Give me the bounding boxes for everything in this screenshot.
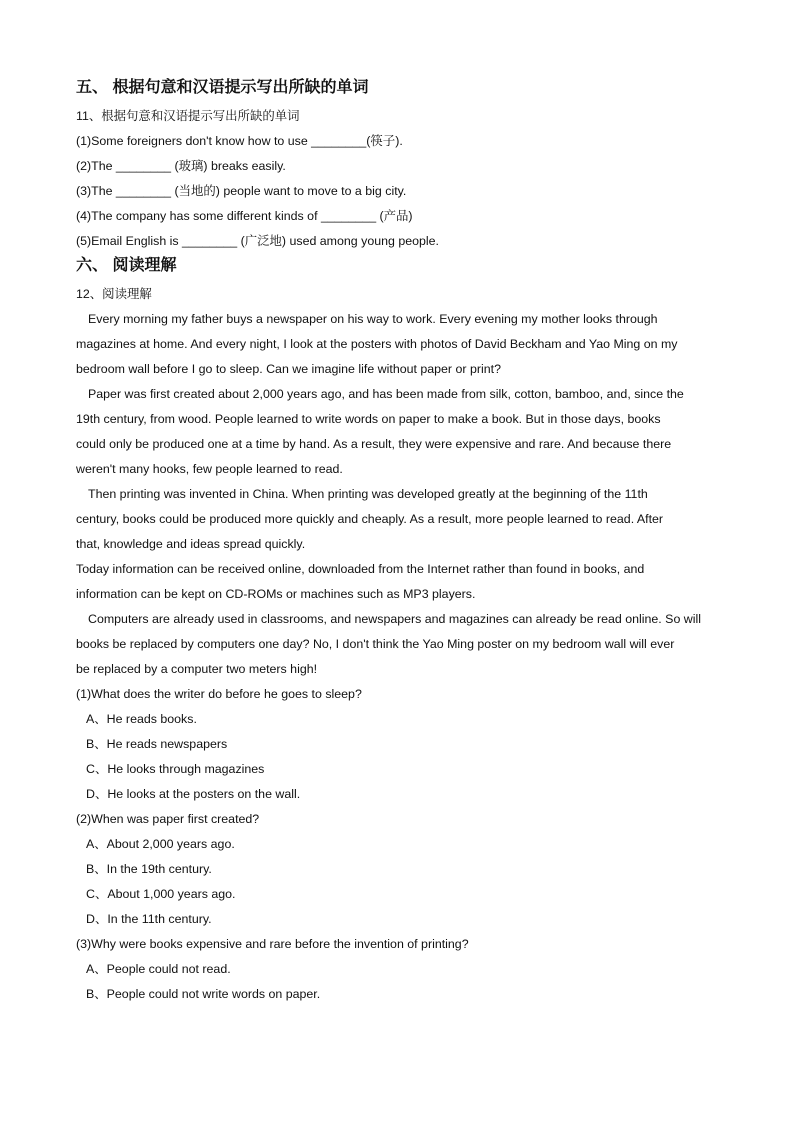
- section-5-title: 五、 根据句意和汉语提示写出所缺的单词: [76, 79, 369, 96]
- question-2-option-c[interactable]: C、About 1,000 years ago.: [86, 887, 236, 901]
- passage-line: bedroom wall before I go to sleep. Can we imagine life without paper or print?: [76, 362, 501, 376]
- question-1-stem: (1)What does the writer do before he goes to sleep?: [76, 687, 362, 701]
- passage-line: could only be produced one at a time by hand. As a result, they were expensive and rare. And because there: [76, 437, 672, 451]
- question-1-option-a[interactable]: A、He reads books.: [86, 712, 197, 726]
- passage-line: Paper was first created about 2,000 years ago, and has been made from silk, cotton, bamboo, and, since the: [88, 387, 684, 401]
- question-1-option-b[interactable]: B、He reads newspapers: [86, 737, 228, 751]
- fill-item-2: (2)The ________ (玻璃) breaks easily.: [76, 159, 286, 173]
- passage-line: Then printing was invented in China. When printing was developed greatly at the beginning of the 11th: [88, 487, 648, 501]
- fill-item-4: (4)The company has some different kinds of ________ (产品): [76, 209, 413, 223]
- question-1-option-d[interactable]: D、He looks at the posters on the wall.: [86, 787, 301, 801]
- passage-line: be replaced by a computer two meters high!: [76, 662, 318, 676]
- question-3-option-a[interactable]: A、People could not read.: [86, 962, 231, 976]
- passage-line: Computers are already used in classrooms, and newspapers and magazines can already be read online. So will: [88, 612, 701, 626]
- question-12-label: 12、阅读理解: [76, 287, 152, 301]
- fill-item-3: (3)The ________ (当地的) people want to move to a big city.: [76, 184, 407, 198]
- passage-line: century, books could be produced more quickly and cheaply. As a result, more people learned to read. After: [76, 512, 664, 526]
- question-3-option-b[interactable]: B、People could not write words on paper.: [86, 987, 321, 1001]
- question-2-option-a[interactable]: A、About 2,000 years ago.: [86, 837, 235, 851]
- passage-line: Today information can be received online, downloaded from the Internet rather than found in books, and: [76, 562, 645, 576]
- question-2-option-d[interactable]: D、In the 11th century.: [86, 912, 212, 926]
- passage-line: 19th century, from wood. People learned to write words on paper to make a book. But in those days, books: [76, 412, 661, 426]
- question-3-stem: (3)Why were books expensive and rare before the invention of printing?: [76, 937, 469, 951]
- question-2-option-b[interactable]: B、In the 19th century.: [86, 862, 212, 876]
- question-2-stem: (2)When was paper first created?: [76, 812, 260, 826]
- fill-item-1: (1)Some foreigners don't know how to use ________(筷子).: [76, 134, 403, 148]
- passage-line: weren't many hooks, few people learned to read.: [76, 462, 343, 476]
- passage-line: magazines at home. And every night, I look at the posters with photos of David Beckham and Yao Ming on my: [76, 337, 678, 351]
- passage-line: books be replaced by computers one day? No, I don't think the Yao Ming poster on my bedroom wall will ever: [76, 637, 675, 651]
- passage-line: Every morning my father buys a newspaper on his way to work. Every evening my mother looks through: [88, 312, 658, 326]
- question-11-label: 11、根据句意和汉语提示写出所缺的单词: [76, 109, 300, 123]
- passage-line: information can be kept on CD-ROMs or machines such as MP3 players.: [76, 587, 476, 601]
- reading-passage: [76, 307, 716, 682]
- passage-line: that, knowledge and ideas spread quickly.: [76, 537, 306, 551]
- question-1-option-c[interactable]: C、He looks through magazines: [86, 762, 265, 776]
- document-page: [76, 76, 716, 1007]
- section-6-title: 六、 阅读理解: [76, 257, 177, 274]
- fill-item-5: (5)Email English is ________ (广泛地) used among young people.: [76, 234, 439, 248]
